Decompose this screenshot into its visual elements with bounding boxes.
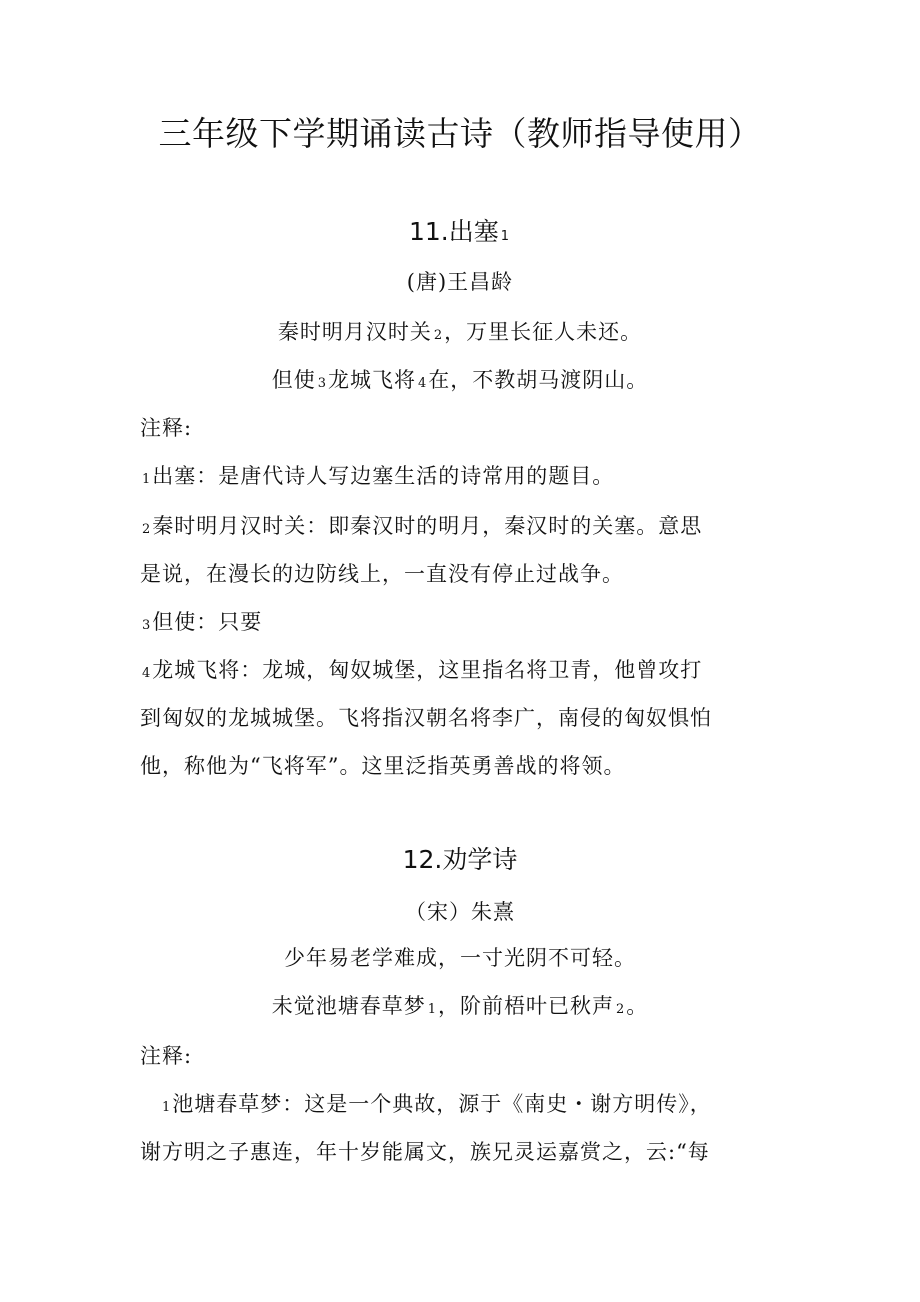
note-text: 龙城飞将：龙城，匈奴城堡，这里指名将卫青，他曾攻打 xyxy=(152,658,703,682)
poem-verse-line xyxy=(0,316,920,346)
footnote-marker: 3 xyxy=(317,376,326,391)
footnote-marker: 1 xyxy=(142,472,151,487)
footnote-marker: 3 xyxy=(142,618,151,633)
verse-text: 但使 xyxy=(271,368,316,392)
note-line: 是说，在漫长的边防线上，一直没有停止过战争。 xyxy=(140,562,624,586)
note-line xyxy=(160,1088,790,1118)
verse-text: 龙城飞将 xyxy=(328,368,416,392)
document-title: 三年级下学期诵读古诗（教师指导使用） xyxy=(158,114,762,153)
footnote-marker: 2 xyxy=(142,522,151,537)
notes-label: 注释: xyxy=(140,416,193,440)
poem-verse-line: 少年易老学难成，一寸光阴不可轻。 xyxy=(284,946,636,970)
note-line xyxy=(140,460,790,490)
poem-title-quanxue: 12.劝学诗 xyxy=(402,845,518,874)
poem-verse-line xyxy=(0,364,920,394)
footnote-marker: 1 xyxy=(500,229,510,244)
footnote-marker: 2 xyxy=(433,328,443,343)
note-line: 他，称他为“飞将军”。这里泛指英勇善战的将领。 xyxy=(140,754,626,778)
note-line xyxy=(140,510,790,540)
note-line xyxy=(140,606,790,636)
verse-text: ，万里长征人未还。 xyxy=(444,320,643,344)
verse-text: 在，不教胡马渡阴山。 xyxy=(428,368,649,392)
verse-text: 。 xyxy=(626,994,649,1018)
footnote-marker: 1 xyxy=(162,1100,171,1115)
note-line: 到匈奴的龙城城堡。飞将指汉朝名将李广，南侵的匈奴惧怕 xyxy=(140,706,712,730)
note-line xyxy=(140,654,790,684)
footnote-marker: 4 xyxy=(418,376,427,391)
poem-verse-line xyxy=(0,990,920,1020)
verse-text: 未觉池塘春草梦 xyxy=(271,994,426,1018)
note-text: 池塘春草梦：这是一个典故，源于《南史・谢方明传》， xyxy=(172,1092,712,1116)
poem-author: (唐)王昌龄 xyxy=(406,270,514,294)
footnote-marker: 4 xyxy=(142,666,151,681)
verse-text: 秦时明月汉时关 xyxy=(277,320,432,344)
poem-title-chusai xyxy=(0,212,920,248)
note-text: 秦时明月汉时关：即秦汉时的明月，秦汉时的关塞。意思 xyxy=(152,514,703,538)
poem-title-text: 11.出塞 xyxy=(408,217,499,246)
footnote-marker: 2 xyxy=(616,1002,625,1017)
poem-author: （宋）朱熹 xyxy=(405,900,515,924)
note-text: 出塞：是唐代诗人写边塞生活的诗常用的题目。 xyxy=(152,464,615,488)
note-text: 但使：只要 xyxy=(152,610,263,634)
verse-text: ，阶前梧叶已秋声 xyxy=(438,994,614,1018)
footnote-marker: 1 xyxy=(427,1002,436,1017)
notes-label: 注释: xyxy=(140,1044,193,1068)
note-line: 谢方明之子惠连，年十岁能属文，族兄灵运嘉赏之，云:“每 xyxy=(140,1140,710,1164)
